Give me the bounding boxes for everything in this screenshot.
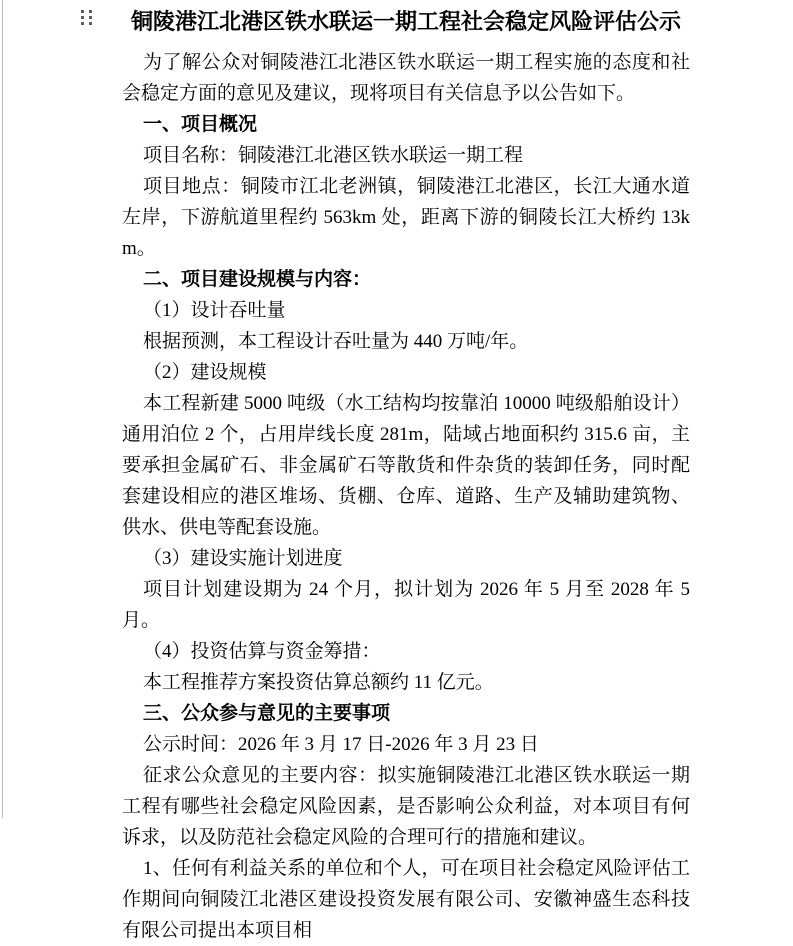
publicity-period-line: 公示时间：2026 年 3 月 17 日-2026 年 3 月 23 日 xyxy=(143,734,539,755)
drag-handle-dot xyxy=(89,16,92,19)
section-2-heading: 二、项目建设规模与内容： xyxy=(143,269,372,290)
drag-handle-dot xyxy=(81,10,84,13)
drag-handle-dot xyxy=(81,22,84,25)
document-title: 铜陵港江北港区铁水联运一期工程社会稳定风险评估公示 xyxy=(130,9,681,34)
item-3-schedule-subheading: （3）建设实施计划进度 xyxy=(143,548,343,569)
section-1-heading: 一、项目概况 xyxy=(143,114,258,135)
item-2-scale-subheading: （2）建设规模 xyxy=(143,362,267,383)
item-4-investment-subheading: （4）投资估算与资金筹措： xyxy=(143,641,381,662)
project-location-paragraph: 项目地点：铜陵市江北老洲镇，铜陵港江北港区，长江大通水道左岸，下游航道里程约 563km 处，距离下游的铜陵长江大桥约 13km。 xyxy=(122,176,690,259)
document-body xyxy=(122,6,690,946)
page-left-border xyxy=(2,0,3,818)
intro-paragraph: 为了解公众对铜陵港江北港区铁水联运一期工程实施的态度和社会稳定方面的意见及建议，现将项目有关信息予以公告如下。 xyxy=(122,52,690,104)
contact-clause-paragraph: 1、任何有利益关系的单位和个人，可在项目社会稳定风险评估工作期间向铜陵江北港区建设投资发展有限公司、安徽神盛生态科技有限公司提出本项目相 xyxy=(122,858,690,941)
drag-handle-dot xyxy=(81,16,84,19)
construction-scale-paragraph: 本工程新建 5000 吨级（水工结构均按靠泊 10000 吨级船舶设计）通用泊位 2 个，占用岸线长度 281m，陆域占地面积约 315.6 亩，主要承担金属矿石、非金属矿石等散货和件杂货的装卸任务，同时配套建设相应的港区堆场、货棚、仓库、道路、生产及辅助建筑物、供水、供电等配套设施。 xyxy=(122,393,690,538)
drag-handle-dot xyxy=(89,22,92,25)
project-name-line: 项目名称：铜陵港江北港区铁水联运一期工程 xyxy=(143,145,524,166)
item-1-throughput-subheading: （1）设计吞吐量 xyxy=(143,300,286,321)
section-3-heading: 三、公众参与意见的主要事项 xyxy=(143,703,391,724)
drag-handle-icon[interactable] xyxy=(81,10,92,25)
drag-handle-dot xyxy=(89,10,92,13)
investment-paragraph: 本工程推荐方案投资估算总额约 11 亿元。 xyxy=(143,672,494,693)
schedule-paragraph: 项目计划建设期为 24 个月，拟计划为 2026 年 5 月至 2028 年 5 月。 xyxy=(122,579,690,631)
solicited-opinions-paragraph: 征求公众意见的主要内容：拟实施铜陵港江北港区铁水联运一期工程有哪些社会稳定风险因素，是否影响公众利益，对本项目有何诉求，以及防范社会稳定风险的合理可行的措施和建议。 xyxy=(122,765,690,848)
throughput-paragraph: 根据预测，本工程设计吞吐量为 440 万吨/年。 xyxy=(143,331,529,352)
